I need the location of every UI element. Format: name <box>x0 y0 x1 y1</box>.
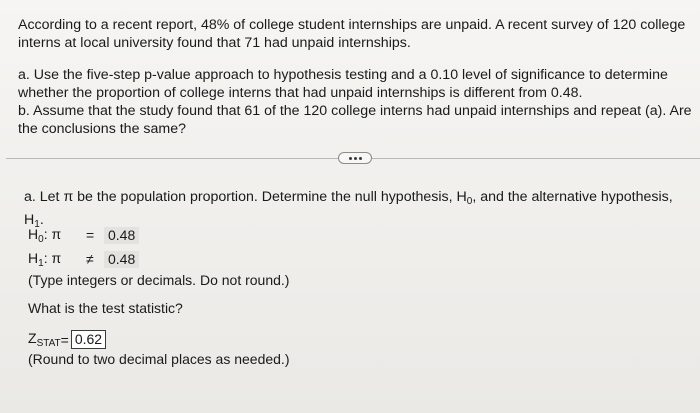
prompt-sub-0: 0 <box>466 196 473 207</box>
ellipsis-icon <box>349 157 352 160</box>
null-hypothesis-label: $H_0$: π <box>28 225 62 245</box>
problem-intro: According to a recent report, 48% of college student internships are unpaid. A recent survey of 120 college interns at local university found that 71 had unpaid internships. <box>18 17 686 51</box>
null-hypothesis-value[interactable]: 0.48 <box>104 227 139 244</box>
round-instruction: (Round to two decimal places as needed.) <box>28 351 290 367</box>
zstat-row <box>28 330 106 349</box>
test-statistic-question: What is the test statistic? <box>28 300 183 316</box>
zstat-input[interactable]: 0.62 <box>71 330 106 349</box>
null-hypothesis-operator[interactable]: = <box>86 227 95 243</box>
problem-part-a: a. Use the five-step p-value approach to hypothesis testing and a 0.10 level of significance to determine whether the proportion of college interns that had unpaid internships is different from 0.48. <box>18 67 668 101</box>
prompt-sub-1: 1 <box>34 219 40 230</box>
ellipsis-icon <box>354 157 357 160</box>
prompt-text: a. Let π be the population proportion. Determine the null hypothesis, H <box>24 189 467 205</box>
zstat-label: $Z_{STAT}$ <box>28 330 61 349</box>
type-instruction: (Type integers or decimals. Do not round.) <box>28 272 290 288</box>
alt-hypothesis-value[interactable]: 0.48 <box>104 251 139 268</box>
problem-part-b: b. Assume that the study found that 61 of the 120 college interns had unpaid internships and repeat (a). Are the conclusions the same? <box>18 103 692 137</box>
alt-hypothesis-operator[interactable]: ≠ <box>86 251 94 267</box>
alt-hypothesis-row <box>28 250 139 268</box>
null-hypothesis-row <box>28 226 139 244</box>
zstat-equals: = <box>60 331 69 348</box>
prompt-text-end: . <box>39 212 44 228</box>
prompt-text-mid: , and the alternative hypothesis, H <box>24 189 673 228</box>
alt-hypothesis-label: $H_1$: π <box>28 249 62 269</box>
problem-statement <box>18 16 698 138</box>
ellipsis-icon <box>359 157 362 160</box>
expand-more-button[interactable] <box>338 152 372 164</box>
